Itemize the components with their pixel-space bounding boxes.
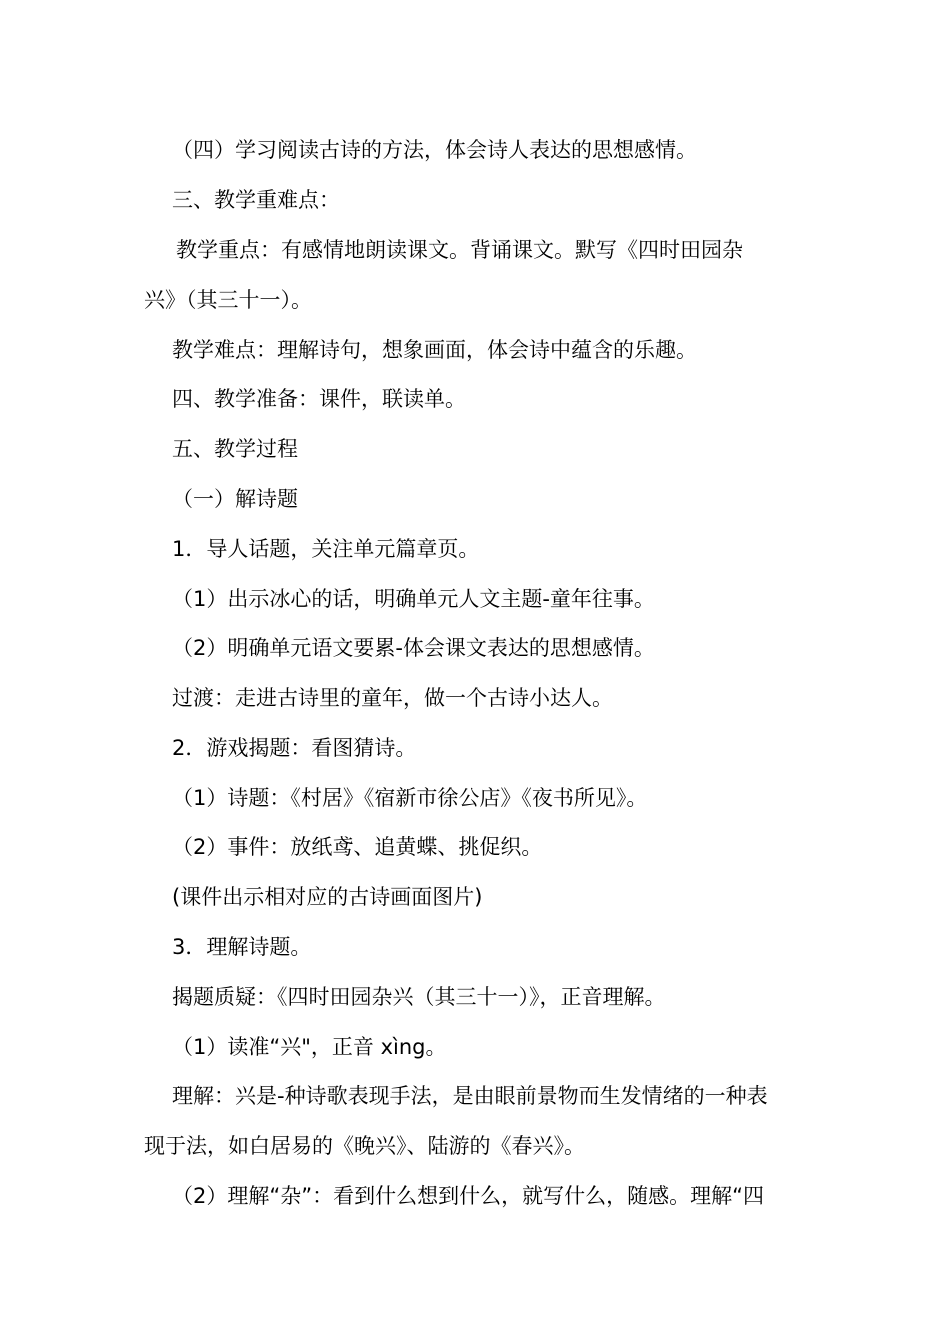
- section-heading: 三、教学重难点：: [172, 188, 340, 212]
- paragraph-line: （2）明确单元语文要累-体会课文表达的思想感情。: [172, 636, 655, 660]
- paragraph-line: 理解：兴是-种诗歌表现手法，是由眼前景物而生发情绪的一种表: [172, 1084, 768, 1108]
- paragraph-line: 现于法，如白居易的《晚兴》、陆游的《春兴》。: [144, 1134, 585, 1158]
- paragraph-line: 教学难点：理解诗句，想象画面，体会诗中蕴含的乐趣。: [172, 338, 697, 362]
- paragraph-line: （1）出示冰心的话，明确单元人文主题-童年往事。: [172, 587, 655, 611]
- section-heading: 四、教学准备：课件，联读单。: [172, 387, 466, 411]
- paragraph-line: (课件出示相对应的古诗画面图片): [172, 885, 483, 909]
- paragraph-line: 1．导人话题，关注单元篇章页。: [172, 537, 480, 561]
- paragraph-line: （2）理解“杂”：看到什么想到什么，就写什么，随感。理解“四: [172, 1184, 764, 1208]
- paragraph-line: （1）读准“兴"，正音 xìng。: [172, 1035, 447, 1059]
- subsection-heading: （一）解诗题: [172, 487, 298, 511]
- paragraph-line: 教学重点：有感情地朗读课文。背诵课文。默写《四时田园杂: [176, 238, 743, 262]
- paragraph-line: 3．理解诗题。: [172, 935, 312, 959]
- section-heading: 五、教学过程: [172, 437, 298, 461]
- paragraph-line: 过渡：走进古诗里的童年，做一个古诗小达人。: [172, 686, 613, 710]
- paragraph-line: 2．游戏揭题：看图猜诗。: [172, 736, 417, 760]
- paragraph-line: （2）事件：放纸鸢、追黄蝶、挑促织。: [172, 835, 543, 859]
- paragraph-line: （1）诗题：《村居》《宿新市徐公店》《夜书所见》。: [172, 786, 648, 810]
- paragraph-line: （四）学习阅读古诗的方法，体会诗人表达的思想感情。: [172, 138, 697, 162]
- paragraph-line: 揭题质疑：《四时田园杂兴（其三十一）》，正音理解。: [172, 985, 666, 1009]
- paragraph-line: 兴》（其三十一）。: [144, 288, 312, 312]
